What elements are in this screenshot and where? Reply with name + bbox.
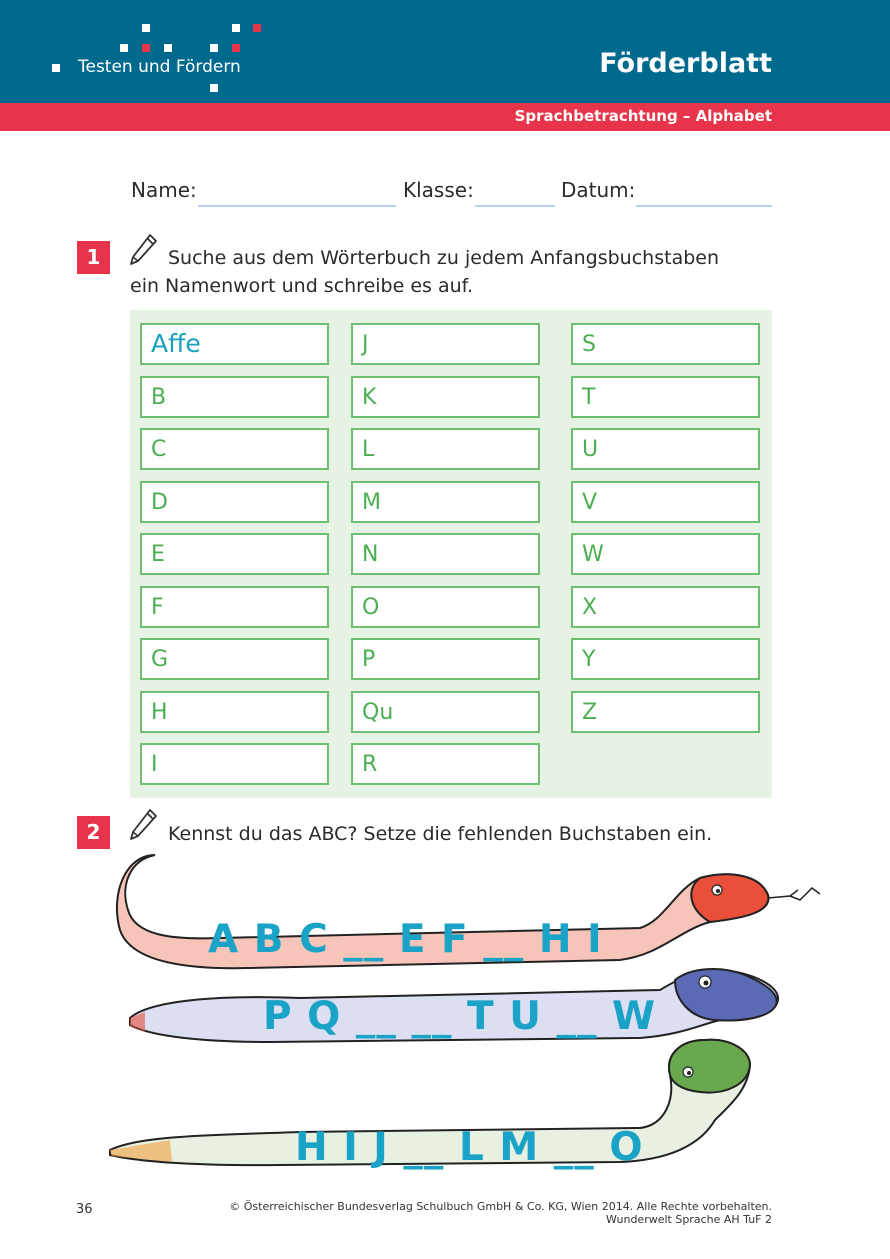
letter-cell[interactable]: [351, 376, 540, 418]
letter-cell-text: N: [362, 542, 379, 567]
letter-cell[interactable]: [571, 323, 760, 365]
letter-cell-text: Qu: [362, 699, 394, 725]
page-header: [0, 0, 890, 103]
letter-cell[interactable]: [140, 533, 329, 575]
book-title: Wunderwelt Sprache AH TuF 2: [606, 1213, 772, 1226]
letter-cell-text: Z: [582, 699, 598, 725]
page-subtitle: Sprachbetrachtung – Alphabet: [514, 107, 772, 125]
letter-cell-text: I: [151, 752, 158, 777]
letter-cell[interactable]: [140, 743, 329, 785]
brand-name: Testen und Fördern: [78, 57, 241, 77]
letter-cell[interactable]: [351, 586, 540, 628]
page-title: Förderblatt: [599, 48, 772, 79]
letter-cell[interactable]: [351, 533, 540, 575]
snake2-letters[interactable]: P Q __ __ T U __ W: [263, 994, 657, 1039]
letter-cell[interactable]: [571, 638, 760, 680]
letter-cell-text: O: [362, 594, 380, 620]
letter-cell-text: H: [151, 699, 168, 725]
letter-cell[interactable]: [351, 691, 540, 733]
name-label: Name:: [131, 178, 197, 202]
copyright-notice: [229, 1200, 772, 1226]
red-snake-head: [691, 874, 768, 922]
letter-cell-text: D: [151, 489, 168, 515]
letter-cell-text: K: [362, 384, 377, 410]
logo-dot: [164, 44, 172, 52]
green-snake-head: [669, 1040, 750, 1093]
letter-cell-text: E: [151, 542, 165, 567]
letter-cell[interactable]: [140, 638, 329, 680]
letter-cell-text: F: [151, 594, 164, 620]
logo-bullet: [52, 64, 60, 72]
letter-cell[interactable]: [140, 691, 329, 733]
logo-dot: [142, 44, 150, 52]
letter-cell[interactable]: [140, 323, 329, 365]
letter-cell-text: B: [151, 384, 167, 410]
logo-dot: [210, 44, 218, 52]
logo-dot: [253, 24, 261, 32]
date-label: Datum:: [561, 178, 636, 202]
letter-cell-text: U: [582, 437, 599, 462]
letter-cell-text: L: [362, 437, 375, 462]
letter-cell-text: Affe: [151, 329, 201, 358]
page-number: 36: [76, 1202, 93, 1217]
letter-cell-text: C: [151, 437, 167, 462]
letter-cell[interactable]: [351, 481, 540, 523]
letter-cell[interactable]: [571, 428, 760, 470]
letter-cell[interactable]: [571, 481, 760, 523]
task1-instruction-line1: Suche aus dem Wörterbuch zu jedem Anfangsbuchstaben: [168, 247, 719, 269]
letter-cell-text: G: [151, 647, 169, 672]
letter-cell-text: Y: [582, 647, 596, 672]
letter-cell[interactable]: [140, 376, 329, 418]
logo-dot: [232, 24, 240, 32]
logo-dot: [232, 44, 240, 52]
letter-cell-text: J: [362, 332, 369, 357]
letter-cell[interactable]: [571, 586, 760, 628]
snake-tongue: [768, 888, 820, 900]
task2-instruction: Kennst du das ABC? Setze die fehlenden Buchstaben ein.: [168, 823, 713, 845]
letter-cell[interactable]: [351, 323, 540, 365]
task1-instruction-line2: ein Namenwort und schreibe es auf.: [130, 275, 473, 297]
logo-dot: [142, 24, 150, 32]
logo-dot: [120, 44, 128, 52]
letter-cell-text: T: [582, 384, 596, 410]
copyright-text: © Österreichischer Bundesverlag Schulbuch GmbH & Co. KG, Wien 2014. Alle Rechte vorbehalten.: [229, 1200, 772, 1213]
pencil-icon: [128, 808, 158, 842]
snake1-letters[interactable]: A B C __ E F __ H I: [208, 917, 603, 962]
pencil-icon: [128, 233, 158, 267]
task-number: 2: [77, 816, 110, 849]
letter-cell[interactable]: [140, 481, 329, 523]
date-field[interactable]: [636, 205, 772, 207]
letter-cell-text: W: [582, 542, 604, 567]
letter-cell[interactable]: [351, 743, 540, 785]
letter-cell[interactable]: [351, 428, 540, 470]
letter-cell[interactable]: [351, 638, 540, 680]
name-field[interactable]: [198, 205, 396, 207]
snake3-letters[interactable]: H I J __ L M __ O: [295, 1125, 644, 1170]
task-number: 1: [77, 241, 110, 274]
letter-cell-text: S: [582, 332, 596, 357]
letter-cell[interactable]: [140, 586, 329, 628]
logo-dot: [210, 84, 218, 92]
class-field[interactable]: [475, 205, 555, 207]
letter-cell[interactable]: [571, 376, 760, 418]
letter-cell[interactable]: [140, 428, 329, 470]
letter-cell-text: P: [362, 647, 376, 672]
class-label: Klasse:: [403, 178, 474, 202]
letter-cell[interactable]: [571, 533, 760, 575]
letter-cell-text: R: [362, 752, 378, 777]
letter-cell-text: M: [362, 489, 381, 515]
letter-cell[interactable]: [571, 691, 760, 733]
letter-cell-text: V: [582, 489, 598, 515]
letter-cell-text: X: [582, 594, 598, 620]
